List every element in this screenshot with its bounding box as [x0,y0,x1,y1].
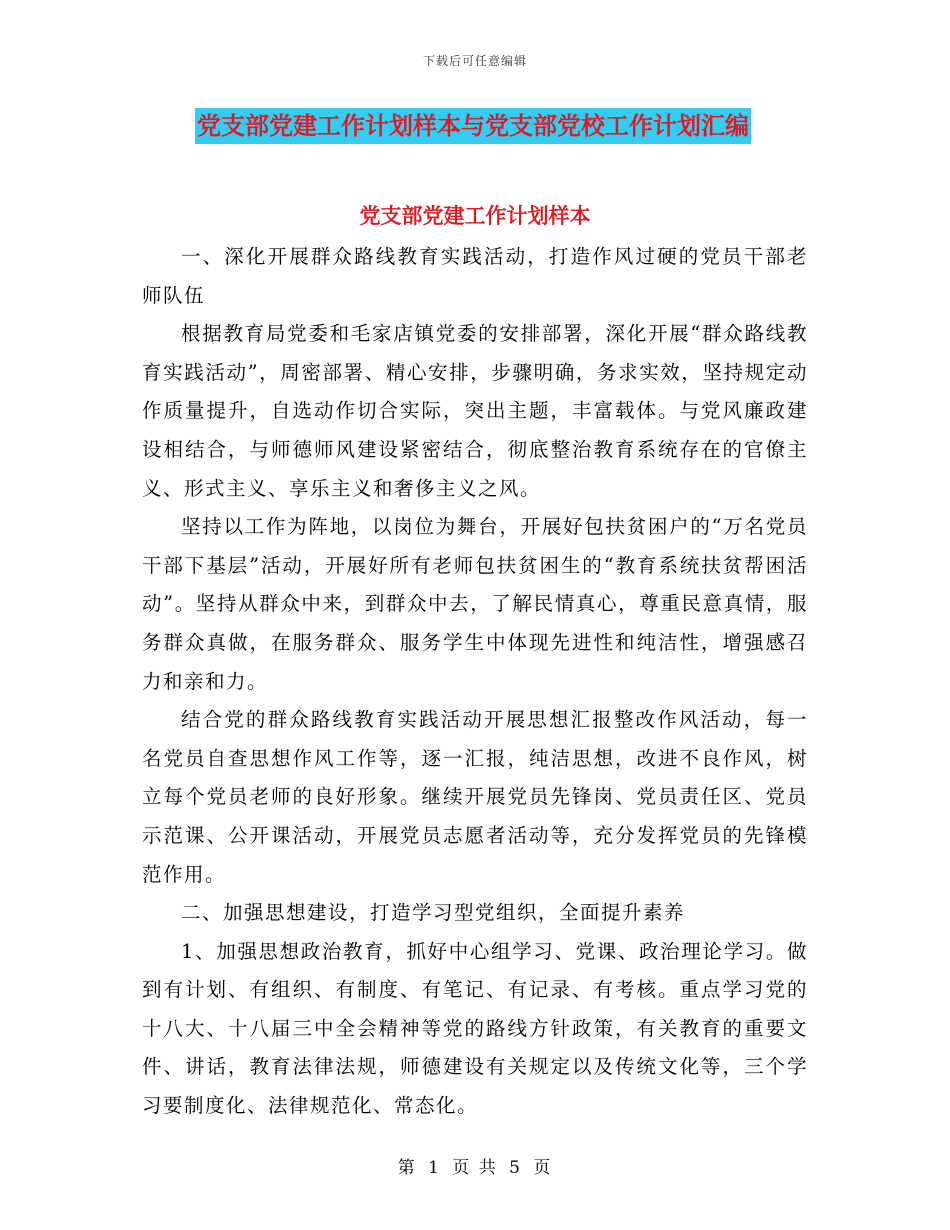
footer-suffix: 页 [533,1158,553,1178]
footer-prefix: 第 [397,1158,417,1178]
main-title-container [195,108,751,144]
footer-middle: 页 共 [452,1158,498,1178]
header-note: 下载后可任意编辑 [422,54,527,68]
footer-total-pages: 5 [509,1158,522,1178]
section-title: 党支部党建工作计划样本 [359,204,591,228]
page-footer [0,1153,950,1178]
paragraph: 坚持以工作为阵地，以岗位为舞台，开展好包扶贫困户的“万名党员干部下基层”活动，开展好所有老师包扶贫困生的“教育系统扶贫帮困活动”。坚持从群众中来，到群众中去，了解民情真心，尊重民意真情，服务群众真做，在服务群众、服务学生中体现先进性和纯洁性，增强感召力和亲和力。 [142,515,808,693]
paragraph: 根据教育局党委和毛家店镇党委的安排部署，深化开展“群众路线教育实践活动”，周密部署、精心安排，步骤明确，务求实效，坚持规定动作质量提升，自选动作切合实际，突出主题，丰富载体。与党风廉政建设相结合，与师德师风建设紧密结合，彻底整治教育系统存在的官僚主义、形式主义、享乐主义和奢侈主义之风。 [142,322,808,500]
paragraph: 1、加强思想政治教育，抓好中心组学习、党课、政治理论学习。做到有计划、有组织、有制度、有笔记、有记录、有考核。重点学习党的十八大、十八届三中全会精神等党的路线方针政策，有关教育的重要文件、讲话，教育法律法规，师德建设有关规定以及传统文化等，三个学习要制度化、法律规范化、常态化。 [142,939,808,1118]
paragraph: 结合党的群众路线教育实践活动开展思想汇报整改作风活动，每一名党员自查思想作风工作等，逐一汇报，纯洁思想，改进不良作风，树立每个党员老师的良好形象。继续开展党员先锋岗、党员责任区、党员示范课、公开课活动，开展党员志愿者活动等，充分发挥党员的先锋模范作用。 [142,708,808,886]
document-body [142,238,808,1126]
paragraph-heading-2: 二、加强思想建设，打造学习型党组织，全面提升素养 [181,901,686,925]
main-title: 党支部党建工作计划样本与党支部党校工作计划汇编 [195,108,751,144]
footer-page-number: 1 [428,1158,441,1178]
paragraph-heading-1: 一、深化开展群众路线教育实践活动，打造作风过硬的党员干部老师队伍 [142,245,808,307]
